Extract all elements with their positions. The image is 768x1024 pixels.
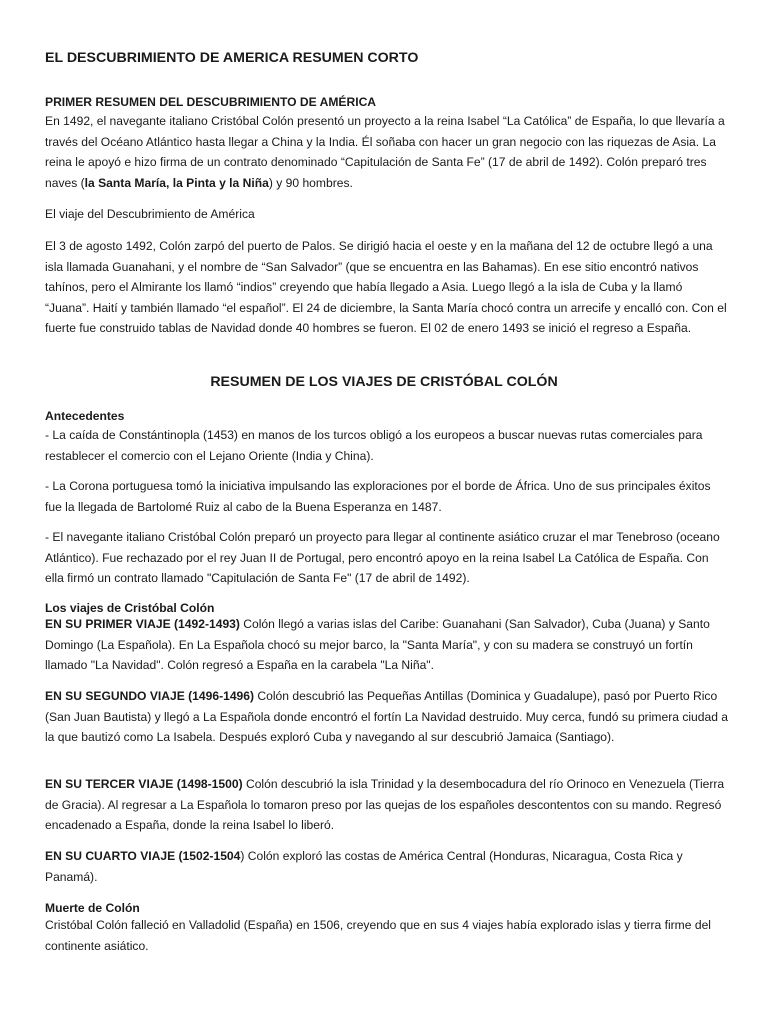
- viaje-2-label: EN SU SEGUNDO VIAJE (1496-1496): [45, 689, 255, 703]
- viaje-3-paragraph: [45, 774, 730, 836]
- section1-paragraph2: El 3 de agosto 1492, Colón zarpó del puerto de Palos. Se dirigió hacia el oeste y en la mañana del 12 de octubre llegó a una isla llamada Guanahani, y el nombre de “San Salvador” (que se encuentra en las Bahamas). En ese sitio encontró nativos tahínos, pero el Almirante los llamó “indios” creyendo que había llegado a Asia. Luego llegó a la isla de Cuba y la llamó “Juana”. Haití y también llamado “el español”. El 24 de diciembre, la Santa María chocó contra un arrecife y encalló con. Con el fuerte fue construido tablas de Navidad donde 40 hombres se fueron. El 02 de enero 1493 se inició el regreso a España.: [45, 239, 727, 336]
- document-title: EL DESCUBRIMIENTO DE AMERICA RESUMEN CORTO: [45, 50, 419, 66]
- section1-heading: PRIMER RESUMEN DEL DESCUBRIMIENTO DE AMÉRICA: [45, 95, 377, 109]
- p1-text-b: ) y 90 hombres.: [268, 175, 353, 190]
- viaje-1-paragraph: [45, 614, 730, 676]
- viaje-2-text: Colón descubrió las Pequeñas Antillas (Dominica y Guadalupe), pasó por Puerto Rico (San Juan Bautista) y llegó a La Española donde encontró el fortín La Navidad destruido. Muy cerca, fundó su primera ciudad a la que bautizó como La Isabela. Después exploró Cuba y navegando al sur descubrió Jamaica (Santiago).: [45, 689, 729, 745]
- p1-text-a: En 1492, el navegante italiano Cristóbal Colón presentó un proyecto a la reina Isabel “La Católica” de España, lo que llevaría a través del Océano Atlántico hasta llegar a China y la India. Él soñaba con hacer un gran negocio con las riquezas de Asia. La reina le apoyó e hizo firma de un contrato denominado “Capitulación de Santa Fe” (17 de abril de 1492). Colón preparó tres naves (: [45, 114, 725, 190]
- viaje-1-text: Colón llegó a varias islas del Caribe: Guanahani (San Salvador), Cuba (Juana) y Santo Domingo (La Española). En La Española chocó su mejor barco, la "Santa María", y con su madera se construyó un fortín llamado "La Navidad". Colón regresó a España en la carabela "La Niña".: [45, 617, 710, 673]
- antecedentes-item-3: - El navegante italiano Cristóbal Colón preparó un proyecto para llegar al continente asiático cruzar el mar Tenebroso (oceano Atlántico). Fue rechazado por el rey Juan II de Portugal, pero encontró apoyo en la reina Isabel La Católica de España. Con ella firmó un contrato llamado "Capitulación de Santa Fe" (17 de abril de 1492).: [45, 530, 720, 586]
- viajes-label: Los viajes de Cristóbal Colón: [45, 601, 215, 615]
- section2-heading: RESUMEN DE LOS VIAJES DE CRISTÓBAL COLÓN: [210, 374, 558, 390]
- antecedentes-item-1: - La caída de Constántinopla (1453) en manos de los turcos obligó a los europeos a buscar nuevas rutas comerciales para restablecer el comercio con el Lejano Oriente (India y China).: [45, 428, 703, 463]
- p1-ships: la Santa María, la Pinta y la Niña: [84, 175, 269, 190]
- viaje-4-paragraph: [45, 846, 730, 887]
- muerte-text: Cristóbal Colón falleció en Valladolid (España) en 1506, creyendo que en sus 4 viajes había explorado islas y tierra firme del continente asiático.: [45, 918, 711, 953]
- viaje-3-label: EN SU TERCER VIAJE (1498-1500): [45, 777, 243, 791]
- viaje-4-label: EN SU CUARTO VIAJE (1502-1504: [45, 849, 241, 863]
- viaje-2-paragraph: [45, 686, 730, 748]
- section1-subheading: El viaje del Descubrimiento de América: [45, 207, 255, 221]
- muerte-label: Muerte de Colón: [45, 901, 140, 915]
- antecedentes-label: Antecedentes: [45, 409, 125, 423]
- viaje-1-label: EN SU PRIMER VIAJE (1492-1493): [45, 617, 240, 631]
- viaje-4-text: ) Colón exploró las costas de América Central (Honduras, Nicaragua, Costa Rica y Panamá).: [45, 849, 683, 884]
- viaje-3-text: Colón descubrió la isla Trinidad y la desembocadura del río Orinoco en Venezuela (Tierra de Gracia). Al regresar a La Española lo tomaron preso por las quejas de los españoles descontentos con su mando. Regresó encadenado a España, donde la reina Isabel lo liberó.: [45, 777, 725, 833]
- section1-paragraph1: [45, 111, 730, 193]
- antecedentes-item-2: - La Corona portuguesa tomó la iniciativa impulsando las exploraciones por el borde de África. Uno de sus principales éxitos fue la llegada de Bartolomé Ruiz al cabo de la Buena Esperanza en 1487.: [45, 479, 711, 514]
